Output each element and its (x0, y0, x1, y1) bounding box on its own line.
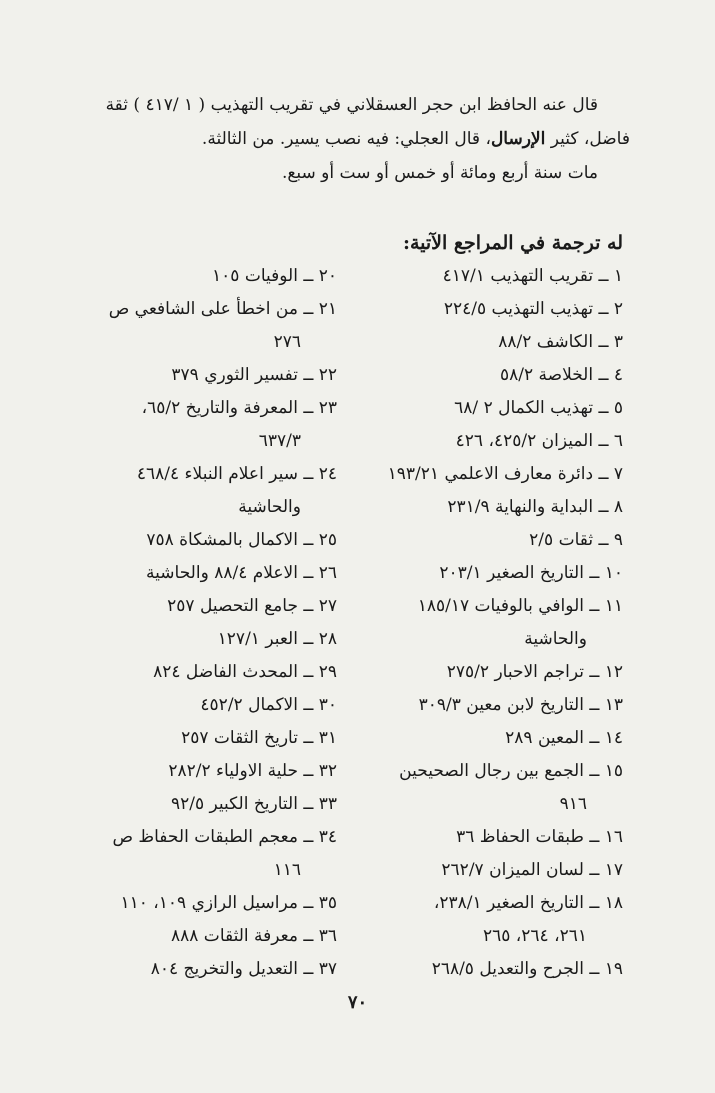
reference-continuation: ١١٦ (273, 860, 301, 880)
reference-item (358, 821, 623, 854)
reference-text: ١٠ ــ التاريخ الصغير ٢٠٣/١ (439, 563, 623, 583)
reference-text: ٢٢ ــ تفسير الثوري ٣٧٩ (171, 365, 337, 385)
reference-item (358, 557, 623, 590)
reference-item (69, 458, 337, 524)
reference-item (69, 392, 337, 458)
reference-text: ٢٣ ــ المعرفة والتاريخ ٦٥/٢، (141, 398, 337, 418)
reference-text: ١٢ ــ تراجم الاحبار ٢٧٥/٢ (446, 662, 623, 682)
reference-list-right (358, 260, 623, 986)
reference-text: ١٧ ــ لسان الميزان ٢٦٢/٧ (441, 860, 623, 880)
page-number: ٧٠ (347, 992, 368, 1013)
reference-continuation: ٢٦١، ٢٦٤، ٢٦٥ (483, 926, 587, 946)
reference-item (358, 260, 623, 293)
reference-item (69, 359, 337, 392)
reference-text: ٢٩ ــ المحدث الفاضل ٨٢٤ (153, 662, 337, 682)
reference-item (358, 755, 623, 821)
reference-text: ١ ــ تقريب التهذيب ٤١٧/١ (442, 266, 623, 286)
reference-item (69, 887, 337, 920)
reference-item (69, 788, 337, 821)
reference-item (69, 293, 337, 359)
intro-line-2-start: فاضل، كثير (545, 129, 630, 149)
reference-text: ٧ ــ دائرة معارف الاعلمي ١٩٣/٢١ (387, 464, 623, 484)
reference-item (358, 392, 623, 425)
reference-item (69, 920, 337, 953)
reference-item (69, 524, 337, 557)
intro-line-2 (60, 122, 630, 156)
reference-text: ٢ ــ تهذيب التهذيب ٢٢٤/٥ (443, 299, 623, 319)
reference-item (69, 590, 337, 623)
reference-text: ٢١ ــ من اخطأ على الشافعي ص (108, 299, 337, 319)
reference-text: ٢٤ ــ سير اعلام النبلاء ٤٦٨/٤ (136, 464, 337, 484)
references-column-right (358, 260, 623, 986)
intro-line-3: مات سنة أربع ومائة أو خمس أو ست أو سبع. (281, 163, 598, 183)
reference-item (69, 755, 337, 788)
reference-continuation: ٢٧٦ (273, 332, 301, 352)
reference-text: ٢٥ ــ الاكمال بالمشكاة ٧٥٨ (146, 530, 337, 550)
reference-text: ٣٤ ــ معجم الطبقات الحفاظ ص (112, 827, 337, 847)
references-column-left (69, 260, 337, 986)
reference-continuation: والحاشية (238, 497, 301, 517)
reference-text: ٣٢ ــ حلية الاولياء ٢٨٢/٢ (168, 761, 337, 781)
reference-item (358, 359, 623, 392)
reference-item (69, 260, 337, 293)
references-heading: له ترجمة في المراجع الآتية: (402, 232, 623, 254)
reference-text: ١٩ ــ الجرح والتعديل ٢٦٨/٥ (431, 959, 623, 979)
reference-text: ١٦ ــ طبقات الحفاظ ٣٦ (456, 827, 623, 847)
intro-line-1: قال عنه الحافظ ابن حجر العسقلاني في تقريب التهذيب ( ١ /٤١٧ ) ثقة (105, 95, 598, 115)
reference-text: ٣٠ ــ الاكمال ٤٥٢/٢ (200, 695, 337, 715)
reference-text: ١١ ــ الوافي بالوفيات ١٨٥/١٧ (417, 596, 623, 616)
reference-item (358, 590, 623, 656)
intro-line-2-bold: الإرسال (490, 129, 546, 149)
reference-text: ٩ ــ ثقات ٢/٥ (529, 530, 623, 550)
reference-item (69, 623, 337, 656)
reference-item (358, 293, 623, 326)
reference-text: ١٤ ــ المعين ٢٨٩ (505, 728, 623, 748)
reference-item (358, 689, 623, 722)
reference-text: ٢٠ ــ الوفيات ١٠٥ (212, 266, 337, 286)
intro-line-2-end: ، قال العجلي: فيه نصب يسير. من الثالثة. (201, 129, 491, 149)
reference-text: ٣٥ ــ مراسيل الرازي ١٠٩، ١١٠ (120, 893, 337, 913)
reference-text: ٥ ــ تهذيب الكمال ٢ /٦٨ (454, 398, 623, 418)
reference-item (358, 887, 623, 953)
reference-text: ٣٧ ــ التعديل والتخريج ٨٠٤ (150, 959, 337, 979)
reference-item (69, 722, 337, 755)
reference-text: ٣ ــ الكاشف ٨٨/٢ (498, 332, 623, 352)
reference-text: ١٣ ــ التاريخ لابن معين ٣٠٩/٣ (418, 695, 623, 715)
reference-text: ٨ ــ البداية والنهاية ٢٣١/٩ (447, 497, 623, 517)
reference-text: ٣٦ ــ معرفة الثقات ٨٨٨ (171, 926, 337, 946)
reference-item (358, 524, 623, 557)
reference-text: ١٥ ــ الجمع بين رجال الصحيحين (399, 761, 623, 781)
reference-text: ٢٦ ــ الاعلام ٨٨/٤ والحاشية (146, 563, 337, 583)
reference-item (358, 953, 623, 986)
reference-item (69, 953, 337, 986)
reference-item (358, 458, 623, 491)
intro-paragraph (60, 88, 630, 190)
reference-text: ٢٧ ــ جامع التحصيل ٢٥٧ (167, 596, 337, 616)
reference-continuation: ٩١٦ (559, 794, 587, 814)
reference-item (69, 557, 337, 590)
reference-text: ٢٨ ــ العبر ١٢٧/١ (217, 629, 337, 649)
reference-text: ٦ ــ الميزان ٤٢٥/٢، ٤٢٦ (455, 431, 623, 451)
reference-continuation: ٦٣٧/٣ (258, 431, 301, 451)
reference-item (358, 425, 623, 458)
reference-item (358, 326, 623, 359)
reference-item (358, 491, 623, 524)
reference-item (358, 722, 623, 755)
reference-continuation: والحاشية (524, 629, 587, 649)
reference-item (358, 656, 623, 689)
reference-text: ٤ ــ الخلاصة ٥٨/٢ (499, 365, 623, 385)
reference-list-left (69, 260, 337, 986)
reference-item (69, 656, 337, 689)
reference-item (69, 689, 337, 722)
reference-item (358, 854, 623, 887)
reference-item (69, 821, 337, 887)
reference-text: ٣١ ــ تاريخ الثقات ٢٥٧ (181, 728, 337, 748)
reference-text: ٣٣ ــ التاريخ الكبير ٩٢/٥ (170, 794, 337, 814)
reference-text: ١٨ ــ التاريخ الصغير ٢٣٨/١، (433, 893, 623, 913)
